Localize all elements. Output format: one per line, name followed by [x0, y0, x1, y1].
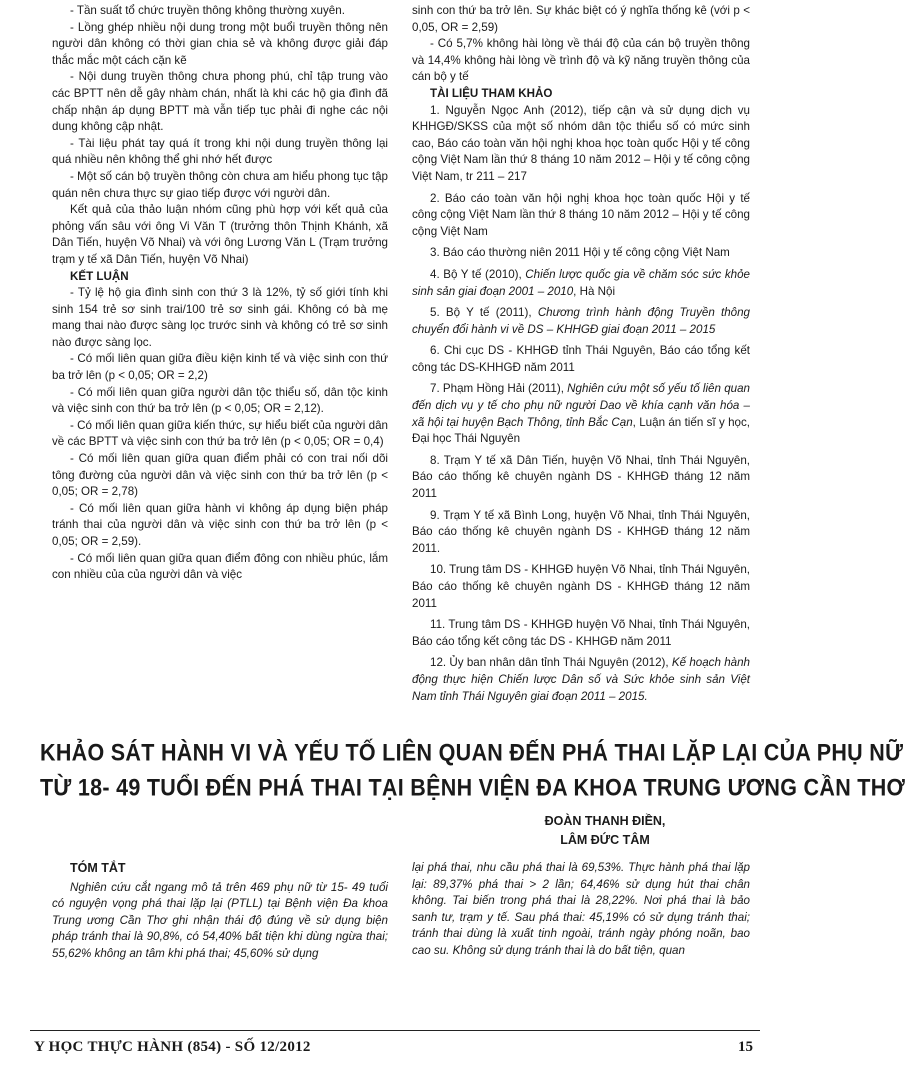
reference-text: 2. Báo cáo toàn văn hội nghị khoa học toàn quốc Hội y tế công cộng Việt Nam lần thứ 8 tháng 10 năm 2012 – Hội y tế công cộng Việt Nam	[412, 191, 750, 238]
paragraph: Kết quả của thảo luận nhóm cũng phù hợp với kết quả của phỏng vấn sâu với ông Vi Văn T (trưởng thôn Thịnh Khánh, xã Dân Tiến, huyện Võ Nhai) và với ông Lương Văn L (Trạm trưởng trạm y tế xã Dân Tiến, huyện Võ Nhai)	[52, 203, 388, 266]
conclusion-item: - Tỷ lệ hộ gia đình sinh con thứ 3 là 12%, tỷ số giới tính khi sinh 154 trẻ sơ sinh trai/100 trẻ sơ sinh gái. Không có bà mẹ mang thai nào được sàng lọc trước sinh và không có trẻ sơ sinh nào được sàng lọc.	[52, 286, 388, 349]
reference-item	[412, 562, 750, 612]
paragraph: - Tần suất tổ chức truyền thông không thường xuyên.	[70, 4, 345, 17]
author-name: ĐOÀN THANH ĐIỀN,	[544, 814, 666, 828]
reference-title: Chiến lược quốc gia về chăm sóc sức khỏe sinh sản giai đoạn 2001 – 2010	[412, 267, 750, 298]
reference-item	[412, 508, 750, 558]
conclusion-item: - Có mối liên quan giữa kiến thức, sự hiểu biết của người dân về các BPTT và việc sinh con thứ ba trở lên (p < 0,05; OR = 0,4)	[52, 418, 388, 449]
authors	[500, 812, 710, 850]
reference-text: 12. Ủy ban nhân dân tỉnh Thái Nguyên (2012),	[430, 656, 672, 670]
paragraph: - Một số cán bộ truyền thông còn chưa am hiểu phong tục tập quán nên chưa thực sự giao tiếp được với người dân.	[52, 169, 388, 200]
right-column	[412, 3, 750, 705]
conclusion-item: - Có mối liên quan giữa quan điểm đông con nhiều phúc, lắm con nhiều của của người dân và việc	[52, 551, 388, 582]
reference-list	[412, 103, 750, 706]
abstract-right-column	[412, 860, 750, 960]
abstract-heading: TÓM TẮT	[70, 861, 126, 875]
journal-name: Y HỌC THỰC HÀNH (854) - SỐ 12/2012	[34, 1039, 311, 1055]
reference-item	[412, 453, 750, 503]
reference-item	[412, 343, 750, 376]
reference-text: 3. Báo cáo thường niên 2011 Hội y tế công cộng Việt Nam	[430, 246, 730, 260]
abstract-left-column	[52, 860, 388, 963]
abstract-text: lại phá thai, nhu cầu phá thai là 69,53%. Thực hành phá thai lặp lại: 89,37% phá thai > 2 lần; 64,46% sử dụng hút thai chân không. Tai biến trong phá thai là 28,22%. Nơi phá thai là bảo sanh tư, trạm y tế. Sau phá thai: 45,19% có sử dụng tránh thai; tránh thai dùng là xuất tinh ngoài, tránh ngày phóng noãn, bao cao su. Không sử dụng tránh thai là do bất tiện, quan	[412, 861, 750, 957]
conclusion-item: - Có mối liên quan giữa hành vi không áp dụng biện pháp tránh thai của người dân và việc sinh con thứ ba trở lên (p < 0,05; OR = 2,59).	[52, 501, 388, 548]
article-title-line: KHẢO SÁT HÀNH VI VÀ YẾU TỐ LIÊN QUAN ĐẾN PHÁ THAI LẶP LẠI CỦA PHỤ NỮ	[40, 739, 904, 767]
paragraph: - Có 5,7% không hài lòng về thái độ của cán bộ truyền thông và 14,4% không hài lòng về trình độ và kỹ năng truyền thông của cán bộ y tế	[412, 37, 750, 84]
conclusion-item: - Có mối liên quan giữa quan điểm phải có con trai nối dõi tông đường của người dân và việc sinh con thứ ba trở lên (p < 0,05; OR = 2,78)	[52, 452, 388, 499]
reference-item	[412, 617, 750, 650]
reference-text: 4. Bộ Y tế (2010),	[430, 267, 526, 281]
left-column	[52, 3, 388, 584]
section-heading-conclusion: KẾT LUẬN	[70, 269, 129, 283]
article-title	[40, 736, 905, 805]
reference-text: , Luận án tiến sĩ y học, Đại học Thái Nguyên	[412, 415, 750, 446]
paragraph: - Lồng ghép nhiều nội dung trong một buổi truyền thông nên người dân không có thời gian chia sẻ và không được giải đáp thắc mắc một cách cặn kẽ	[52, 20, 388, 67]
reference-item	[412, 267, 750, 300]
reference-text: , Hà Nội	[573, 284, 616, 298]
footer-divider	[30, 1030, 760, 1031]
reference-title: Nghiên cứu một số yếu tố liên quan đến dịch vụ y tế cho phụ nữ người Dao về khía cạnh văn hóa – xã hội tại huyện Bạch Thông, tỉnh Bắc Cạn	[412, 382, 750, 429]
conclusion-item: - Có mối liên quan giữa điều kiện kinh tế và việc sinh con thứ ba trở lên (p < 0,05; OR = 2,2)	[52, 352, 388, 383]
author-name: LÂM ĐỨC TÂM	[560, 833, 650, 847]
reference-text: 7. Phạm Hồng Hải (2011),	[430, 382, 568, 396]
paragraph: - Tài liệu phát tay quá ít trong khi nội dung truyền thông lại quá nhiều nên không thể ghi nhớ hết được	[52, 136, 388, 167]
reference-text: 11. Trung tâm DS - KHHGĐ huyện Võ Nhai, tỉnh Thái Nguyên, Báo cáo tổng kết công tác DS - KHHGĐ năm 2011	[412, 618, 750, 648]
paragraph: sinh con thứ ba trở lên. Sự khác biệt có ý nghĩa thống kê (với p < 0,05, OR = 2,59)	[412, 4, 750, 34]
reference-text: 6. Chi cục DS - KHHGĐ tỉnh Thái Nguyên, Báo cáo tổng kết công tác DS-KHHGĐ năm 2011	[412, 344, 750, 374]
reference-item	[412, 103, 750, 186]
reference-title: Chương trình hành động Truyền thông chuyển đổi hành vi về DS – KHHGĐ giai đoạn 2011 – 2015	[412, 306, 750, 336]
reference-text: 8. Trạm Y tế xã Dân Tiến, huyện Võ Nhai, tỉnh Thái Nguyên, Báo cáo thống kê chuyên ngành DS - KHHGĐ tháng 12 năm 2011	[412, 453, 750, 501]
reference-item	[412, 305, 750, 338]
reference-item	[412, 655, 750, 705]
section-heading-references: TÀI LIỆU THAM KHẢO	[430, 86, 553, 100]
paragraph: - Nội dung truyền thông chưa phong phú, chỉ tập trung vào các BPTT nên dễ gây nhàm chán, nhất là khi các hộ gia đình đã chấp nhận áp dụng BPTT mà vẫn tiếp tục phải đi nghe các nội dung không cập nhật.	[52, 70, 388, 134]
reference-item	[412, 191, 750, 241]
reference-item	[412, 381, 750, 447]
abstract-text: Nghiên cứu cắt ngang mô tả trên 469 phụ nữ từ 15- 49 tuổi có nguyện vọng phá thai lặp lại (PTLL) tại Bệnh viện Đa khoa Trung ương Cần Thơ ghi nhận thái độ đúng về sử dụng biện pháp tránh thai là 90,8%, có 54,40% bất tiện khi dùng ngừa thai; 55,62% không an tâm khi phá thai; 45,60% sử dụng	[52, 880, 388, 960]
reference-text: 1. Nguyễn Ngọc Anh (2012), tiếp cận và sử dụng dịch vụ KHHGĐ/SKSS của một số nhóm dân tộc thiểu số có mức sinh cao, Báo cáo toàn văn hội nghị khoa học toàn quốc Hội y tế công cộng Việt Nam lần thứ 8 tháng 10 năm 2012 – Hội y tế công cộng Việt Nam, tr 211 – 217	[412, 103, 750, 183]
reference-title: Kế hoạch hành động thực hiện Chiến lược Dân số và Sức khỏe sinh sản Việt Nam tỉnh Thái Nguyên giai đoạn 2011 – 2015.	[412, 656, 750, 703]
reference-item	[412, 245, 750, 262]
reference-text: 9. Trạm Y tế xã Bình Long, huyện Võ Nhai, tỉnh Thái Nguyên, Báo cáo thống kê chuyên ngành DS - KHHGĐ tháng 12 năm 2011.	[412, 508, 750, 555]
reference-text: 5. Bộ Y tế (2011),	[430, 306, 538, 320]
conclusion-item: - Có mối liên quan giữa người dân tộc thiểu số, dân tộc kinh và việc sinh con thứ ba trở lên (p < 0,05; OR = 2,12).	[52, 385, 388, 416]
reference-text: 10. Trung tâm DS - KHHGĐ huyện Võ Nhai, tỉnh Thái Nguyên, Báo cáo thống kê chuyên ngành DS - KHHGĐ tháng 12 năm 2011	[412, 563, 750, 610]
article-title-line: TỪ 18- 49 TUỔI ĐẾN PHÁ THAI TẠI BỆNH VIỆN ĐA KHOA TRUNG ƯƠNG CẦN THƠ	[40, 774, 905, 801]
page-number: 15	[738, 1039, 753, 1055]
